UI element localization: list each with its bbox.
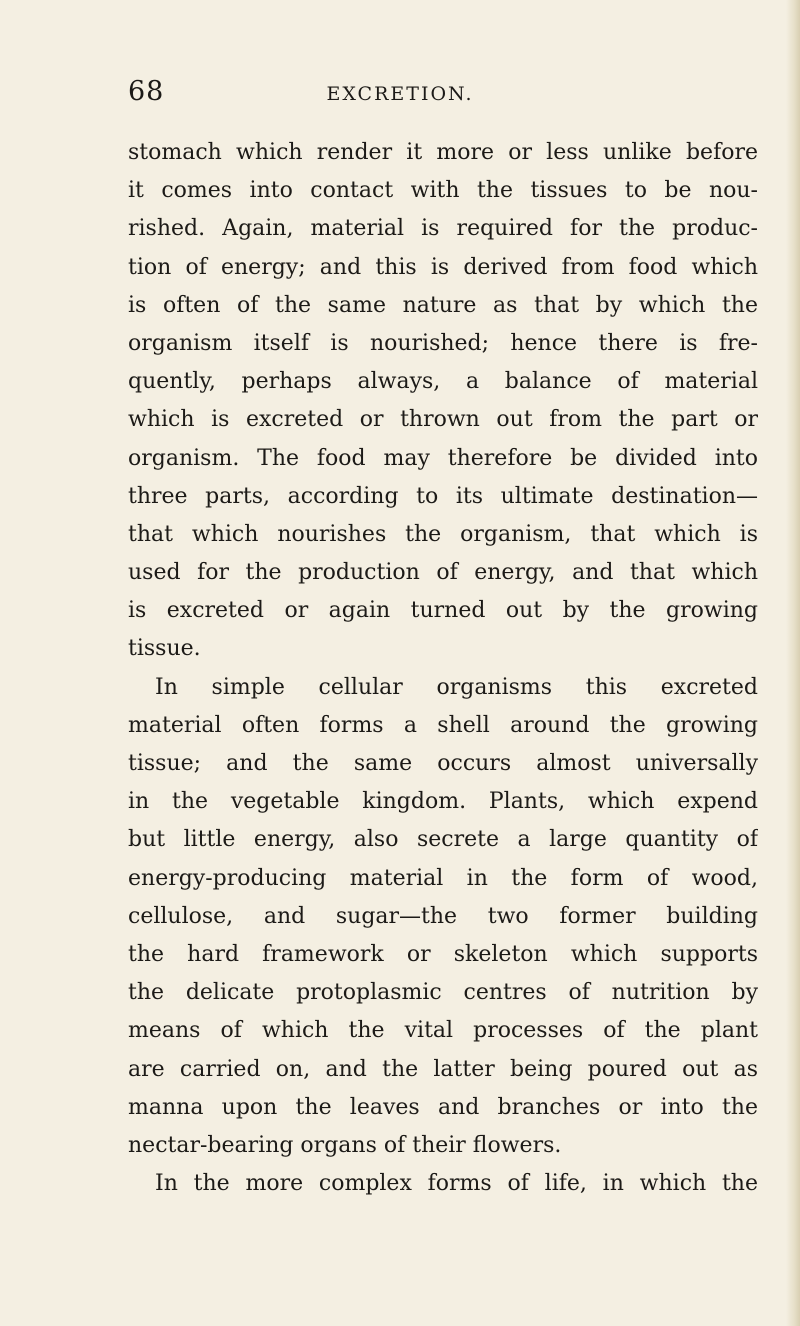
text-line: which is excreted or thrown out from the part or (128, 407, 758, 433)
page-number: 68 (128, 76, 165, 107)
text-line: three parts, according to its ultimate destination— (128, 483, 758, 509)
text-line: tissue. (128, 636, 201, 662)
text-line: used for the production of energy, and that which (128, 560, 758, 586)
text-line: is excreted or again turned out by the growing (128, 598, 758, 624)
text-line: In simple cellular organisms this excreted (155, 674, 758, 700)
text-line: tissue; and the same occurs almost universally (128, 751, 758, 776)
text-line: rished. Again, material is required for the produc- (128, 216, 758, 242)
text-line: that which nourishes the organism, that which is (128, 521, 758, 547)
body-text (128, 134, 758, 1203)
text-line: tion of energy; and this is derived from food which (128, 254, 758, 280)
text-line: the delicate protoplasmic centres of nutrition by (128, 980, 758, 1006)
page-edge-shadow (786, 0, 800, 1326)
text-line: organism itself is nourished; hence there is fre- (128, 330, 758, 356)
text-line: energy-producing material in the form of wood, (128, 865, 758, 891)
text-line: In the more complex forms of life, in which the (155, 1171, 758, 1197)
text-line: material often forms a shell around the growing (128, 712, 758, 738)
text-line: cellulose, and sugar—the two former building (128, 903, 758, 929)
running-head: EXCRETION. (326, 83, 474, 105)
text-line: quently, perhaps always, a balance of material (128, 369, 758, 395)
text-line: it comes into contact with the tissues to be nou- (128, 178, 758, 204)
text-line: in the vegetable kingdom. Plants, which expend (128, 789, 758, 815)
text-line: but little energy, also secrete a large quantity of (128, 827, 758, 853)
text-line: organism. The food may therefore be divided into (128, 445, 758, 471)
text-line: manna upon the leaves and branches or into the (128, 1094, 758, 1120)
text-line: are carried on, and the latter being poured out as (128, 1056, 758, 1082)
text-line: nectar-bearing organs of their flowers. (128, 1132, 562, 1158)
text-line: stomach which render it more or less unlike before (128, 140, 758, 165)
text-line: the hard framework or skeleton which supports (128, 941, 758, 967)
text-line: is often of the same nature as that by which the (128, 292, 758, 318)
page-header (0, 74, 800, 114)
text-line: means of which the vital processes of the plant (128, 1018, 758, 1044)
